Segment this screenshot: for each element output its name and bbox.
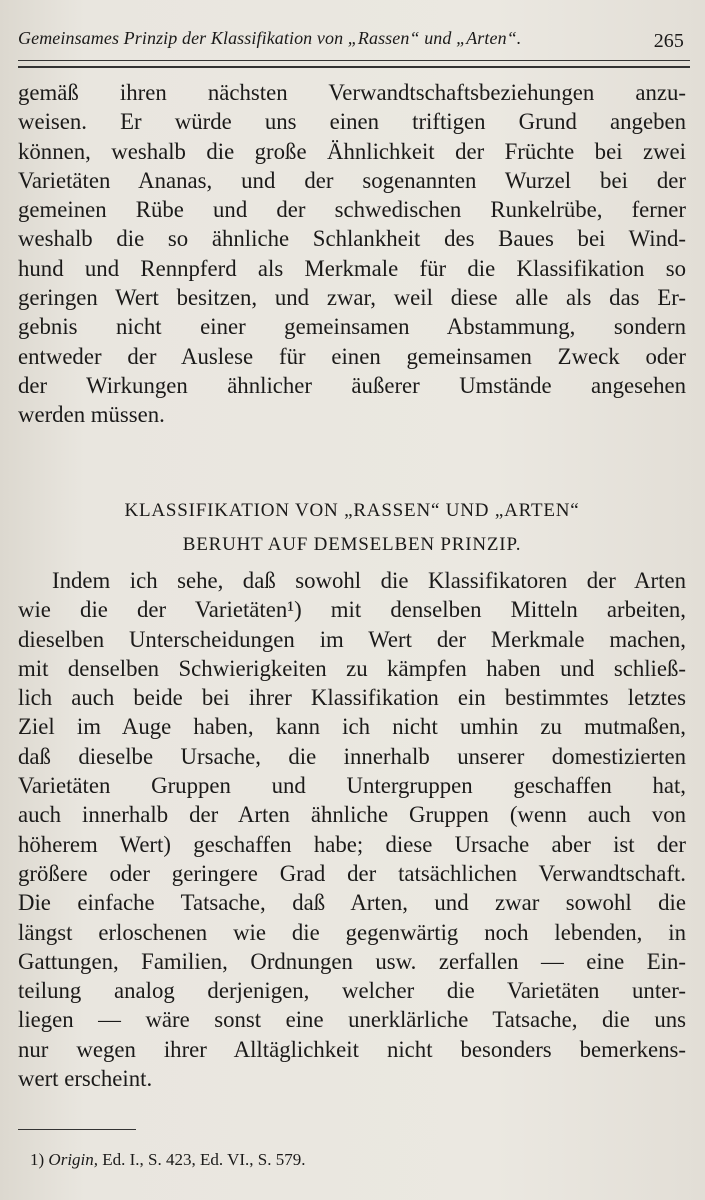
- section-heading-line-2: BERUHT AUF DEMSELBEN PRINZIP.: [182, 534, 522, 555]
- text-line: Indem ich sehe, daß sowohl die Klassifikatoren der Arten: [52, 568, 686, 593]
- text-line: größere oder geringere Grad der tatsächlichen Verwandtschaft.: [18, 860, 686, 886]
- header-rule-thick: [18, 66, 690, 68]
- text-line: Ziel im Auge haben, kann ich nicht umhin zu mutmaßen,: [18, 714, 686, 740]
- text-line: weshalb die so ähnliche Schlankheit des Baues bei Wind-: [18, 226, 686, 252]
- text-line: gemeinen Rübe und der schwedischen Runkelrübe, ferner: [18, 197, 686, 223]
- text-line: daß dieselbe Ursache, die innerhalb unserer domestizierten: [18, 743, 686, 769]
- text-line: geringen Wert besitzen, und zwar, weil diese alle als das Er-: [18, 285, 686, 311]
- text-line: mit denselben Schwierigkeiten zu kämpfen haben und schließ-: [18, 655, 686, 681]
- section-heading-line-1: KLASSIFIKATION VON „RASSEN“ UND „ARTEN“: [124, 500, 580, 521]
- text-line: lich auch beide bei ihrer Klassifikation ein bestimmtes letztes: [18, 685, 686, 711]
- text-line: weisen. Er würde uns einen triftigen Grund angeben: [18, 109, 686, 135]
- text-line: Varietäten Gruppen und Untergruppen geschaffen hat,: [18, 773, 686, 799]
- text-line: dieselben Unterscheidungen im Wert der Merkmale machen,: [18, 626, 686, 652]
- text-line: höherem Wert) geschaffen habe; diese Ursache aber ist der: [18, 831, 686, 857]
- section-heading: [18, 494, 686, 562]
- text-line: können, weshalb die große Ähnlichkeit der Früchte bei zwei: [18, 138, 686, 164]
- running-header: [18, 28, 688, 52]
- page-number: 265: [653, 30, 684, 52]
- paragraph-1: [18, 78, 686, 430]
- text-line: liegen — wäre sonst eine unerklärliche Tatsache, die uns: [18, 1007, 686, 1033]
- text-line: gemäß ihren nächsten Verwandtschaftsbeziehungen anzu-: [18, 80, 686, 105]
- text-line: auch innerhalb der Arten ähnliche Gruppen (wenn auch von: [18, 802, 686, 828]
- footnote: [30, 1150, 306, 1170]
- text-line: wie die der Varietäten¹) mit denselben Mitteln arbeiten,: [18, 597, 686, 623]
- header-rule-thin: [18, 60, 690, 61]
- text-line: nur wegen ihrer Alltäglichkeit nicht besonders bemerkens-: [18, 1036, 686, 1062]
- text-line: gebnis nicht einer gemeinsamen Abstammung, sondern: [18, 314, 686, 340]
- running-title: Gemeinsames Prinzip der Klassifikation von „Rassen“ und „Arten“.: [18, 28, 522, 48]
- text-line: Die einfache Tatsache, daß Arten, und zwar sowohl die: [18, 890, 686, 916]
- text-line: längst erloschenen wie die gegenwärtig noch lebenden, in: [18, 919, 686, 945]
- text-line: wert erscheint.: [18, 1066, 153, 1092]
- text-line: hund und Rennpferd als Merkmale für die Klassifikation so: [18, 255, 686, 281]
- footnote-marker: 1): [30, 1150, 45, 1169]
- text-line: Gattungen, Familien, Ordnungen usw. zerfallen — eine Ein-: [18, 948, 686, 974]
- footnote-text: Ed. I., S. 423, Ed. VI., S. 579.: [102, 1150, 306, 1169]
- footnote-rule: [18, 1129, 136, 1130]
- footnote-title: Origin,: [48, 1150, 99, 1169]
- text-line: Varietäten Ananas, und der sogenannten Wurzel bei der: [18, 167, 686, 193]
- text-line: der Wirkungen ähnlicher äußerer Umstände angesehen: [18, 372, 686, 398]
- text-line: entweder der Auslese für einen gemeinsamen Zweck oder: [18, 343, 686, 369]
- paragraph-2: [18, 566, 686, 1093]
- text-line: teilung analog derjenigen, welcher die Varietäten unter-: [18, 978, 686, 1004]
- text-line: werden müssen.: [18, 402, 165, 428]
